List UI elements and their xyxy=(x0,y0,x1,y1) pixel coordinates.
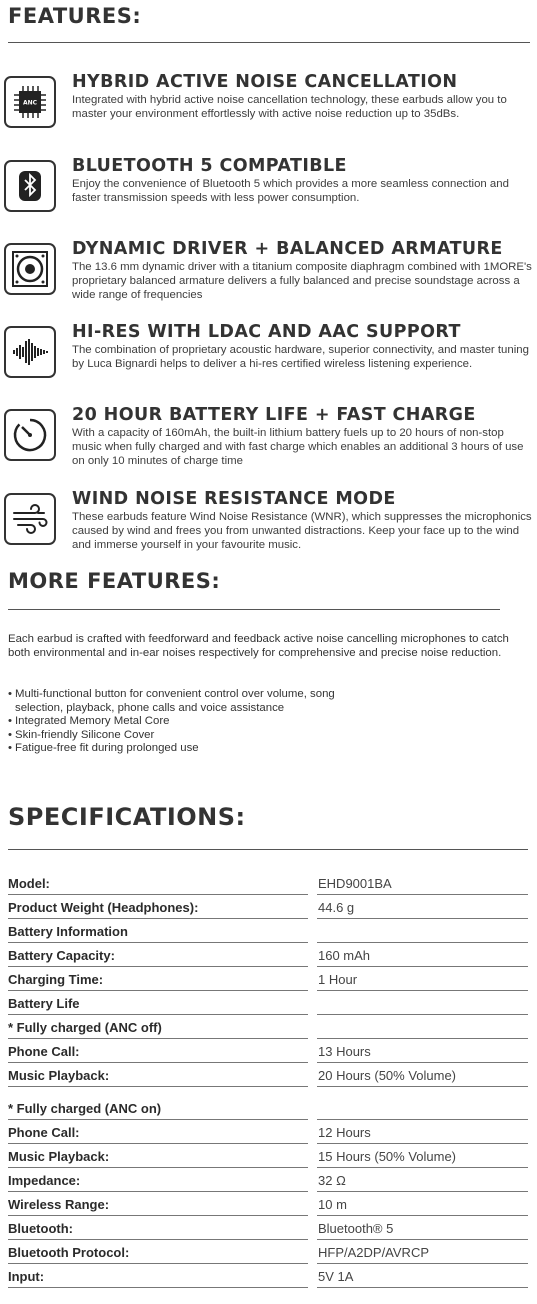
spec-label: Battery Capacity: xyxy=(8,947,308,967)
feature-title: 20 HOUR BATTERY LIFE + FAST CHARGE xyxy=(72,405,476,425)
spec-value: 20 Hours (50% Volume) xyxy=(317,1067,528,1087)
list-item: • Fatigue-free fit during prolonged use xyxy=(8,742,528,756)
spec-label: Bluetooth Protocol: xyxy=(8,1244,308,1264)
more-features-heading: MORE FEATURES: xyxy=(8,569,221,593)
feature-battery xyxy=(0,405,537,485)
spec-value: 32 Ω xyxy=(317,1172,528,1192)
spec-label: Charging Time: xyxy=(8,971,308,991)
feature-bluetooth xyxy=(0,156,537,236)
spec-row xyxy=(8,897,528,921)
speaker-driver-icon xyxy=(4,243,56,295)
spec-row xyxy=(8,1170,528,1194)
spec-row xyxy=(8,1242,528,1266)
feature-title: WIND NOISE RESISTANCE MODE xyxy=(72,489,396,509)
spec-value: Bluetooth® 5 xyxy=(317,1220,528,1240)
bluetooth-icon xyxy=(4,160,56,212)
spec-label: Product Weight (Headphones): xyxy=(8,899,308,919)
feature-description: With a capacity of 160mAh, the built-in lithium battery fuels up to 20 hours of non-stop music when fully charged and with fast charge which enables an additional 3 hours of use on only 10 minutes of charge time xyxy=(72,427,524,467)
spec-row xyxy=(8,1122,528,1146)
spec-value: 13 Hours xyxy=(317,1043,528,1063)
list-item: • Integrated Memory Metal Core xyxy=(8,715,528,729)
spec-label: * Fully charged (ANC on) xyxy=(8,1100,308,1120)
spec-row xyxy=(8,1017,528,1041)
feature-hybrid-anc xyxy=(0,72,537,152)
spec-label: Wireless Range: xyxy=(8,1196,308,1216)
more-features-divider xyxy=(8,609,500,610)
timer-gauge-icon xyxy=(4,409,56,461)
feature-description: Integrated with hybrid active noise cancellation technology, these earbuds allow you to master your environment effortlessly with active noise reduction up to 35dBs. xyxy=(72,94,507,120)
more-features-paragraph: Each earbud is crafted with feedforward and feedback active noise cancelling microphones to catch both environmental and in-ear noises respectively for comprehensive and precise noise reduction. xyxy=(8,633,509,659)
feature-title: BLUETOOTH 5 COMPATIBLE xyxy=(72,156,347,176)
spec-value: 5V 1A xyxy=(317,1268,528,1288)
spec-label: Music Playback: xyxy=(8,1067,308,1087)
spec-value: 160 mAh xyxy=(317,947,528,967)
specifications-divider xyxy=(8,849,528,850)
spec-value xyxy=(317,1100,528,1120)
feature-wind-noise xyxy=(0,489,537,569)
spec-value: 44.6 g xyxy=(317,899,528,919)
spec-value xyxy=(317,1019,528,1039)
spec-label: Battery Information xyxy=(8,923,308,943)
spec-label: Bluetooth: xyxy=(8,1220,308,1240)
spec-row xyxy=(8,1218,528,1242)
spec-row xyxy=(8,1041,528,1065)
spec-value: EHD9001BA xyxy=(317,875,528,895)
sound-wave-icon xyxy=(4,326,56,378)
feature-title: HI-RES WITH LDAC AND AAC SUPPORT xyxy=(72,322,461,342)
feature-description: The 13.6 mm dynamic driver with a titanium composite diaphragm combined with 1MORE's proprietary balanced armature delivers a fully balanced and precise soundstage across a wide range of frequencies xyxy=(72,261,532,301)
spec-row xyxy=(8,969,528,993)
spec-row xyxy=(8,1065,528,1089)
feature-description: The combination of proprietary acoustic hardware, superior connectivity, and master tuning by Luca Bignardi helps to deliver a hi-res certified wireless listening experience. xyxy=(72,344,529,370)
spec-row xyxy=(8,945,528,969)
feature-title: DYNAMIC DRIVER + BALANCED ARMATURE xyxy=(72,239,503,259)
spec-row xyxy=(8,921,528,945)
spec-label: Input: xyxy=(8,1268,308,1288)
spec-row xyxy=(8,1266,528,1290)
wind-icon xyxy=(4,493,56,545)
feature-description: These earbuds feature Wind Noise Resistance (WNR), which suppresses the microphonics caused by wind and frees you from unwanted distractions. Keep your face up to the wind and immerse yourself in your favourite music. xyxy=(72,511,532,551)
anc-chip-label: ANC xyxy=(22,99,38,107)
specifications-heading: SPECIFICATIONS: xyxy=(8,803,246,831)
spec-label: Battery Life xyxy=(8,995,308,1015)
list-item: • Multi-functional button for convenient control over volume, song selection, playback, phone calls and voice assistance xyxy=(8,688,378,715)
feature-hi-res xyxy=(0,322,537,402)
spec-label: Impedance: xyxy=(8,1172,308,1192)
spec-row xyxy=(8,873,528,897)
feature-title: HYBRID ACTIVE NOISE CANCELLATION xyxy=(72,72,458,92)
spec-row xyxy=(8,1146,528,1170)
spec-label: Model: xyxy=(8,875,308,895)
spec-row xyxy=(8,1194,528,1218)
spec-value xyxy=(317,923,528,943)
spec-row xyxy=(8,993,528,1017)
spec-value: 10 m xyxy=(317,1196,528,1216)
spec-value: 1 Hour xyxy=(317,971,528,991)
spec-value: 12 Hours xyxy=(317,1124,528,1144)
anc-chip-icon xyxy=(4,76,56,128)
spec-value: 15 Hours (50% Volume) xyxy=(317,1148,528,1168)
spec-row xyxy=(8,1098,528,1122)
spec-label: * Fully charged (ANC off) xyxy=(8,1019,308,1039)
features-divider xyxy=(8,42,530,43)
spec-label: Phone Call: xyxy=(8,1124,308,1144)
spec-value: HFP/A2DP/AVRCP xyxy=(317,1244,528,1264)
feature-description: Enjoy the convenience of Bluetooth 5 which provides a more seamless connection and faster transmission speeds with less power consumption. xyxy=(72,178,509,204)
feature-dynamic-driver xyxy=(0,239,537,319)
spec-label: Phone Call: xyxy=(8,1043,308,1063)
spec-label: Music Playback: xyxy=(8,1148,308,1168)
features-heading: FEATURES: xyxy=(8,4,142,28)
spec-value xyxy=(317,995,528,1015)
more-features-list xyxy=(8,688,528,756)
list-item: • Skin-friendly Silicone Cover xyxy=(8,729,528,743)
